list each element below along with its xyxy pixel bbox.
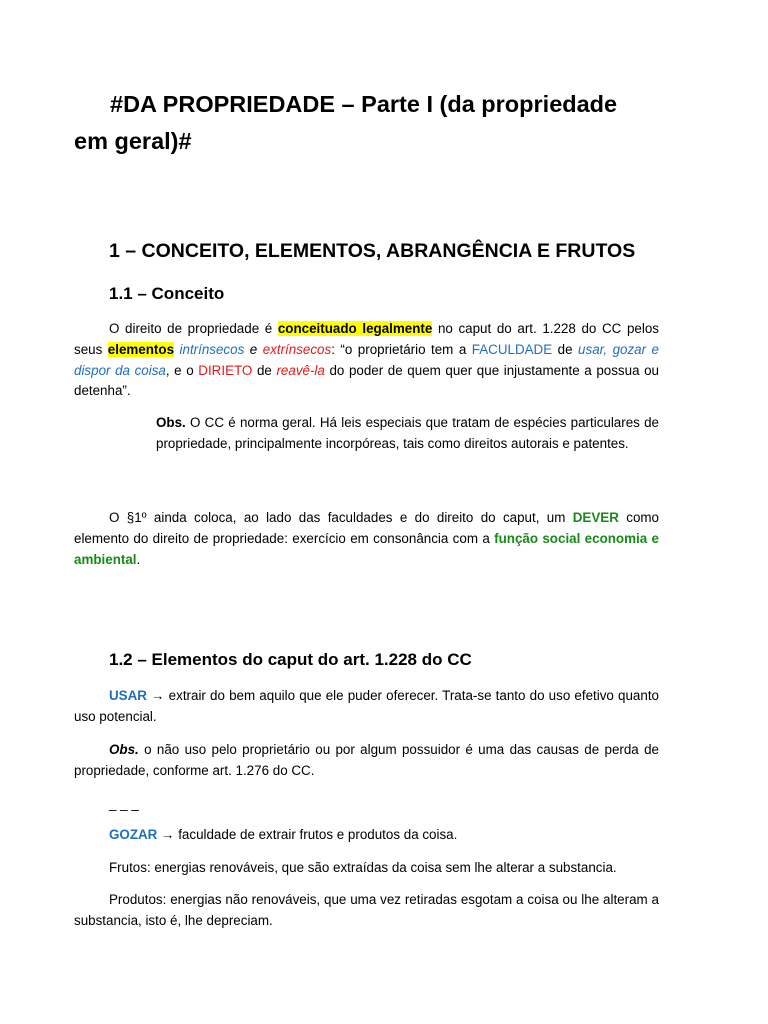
arrow-right-icon: → [157,827,179,842]
term-direito: DIRIETO [198,362,253,378]
obs-label: Obs. [156,415,186,430]
highlight-elementos: elementos [107,341,175,357]
term-intrinsecos: intrínsecos [179,341,245,357]
usar-paragraph: USAR → extrair do bem aquilo que ele puder oferecer. Trata-se tanto do uso efetivo quanto uso potencial. [74,688,659,724]
term-reave-la: reavê-la [276,362,325,378]
arrow-right-icon: → [146,688,169,703]
produtos-paragraph: Produtos: energias não renováveis, que uma vez retiradas esgotam a coisa ou lhe alteram a substancia, isto é, lhe depreciam. [74,892,659,928]
title-line-1: #DA PROPRIEDADE – Parte I (da propriedade [110,91,618,117]
dever-paragraph: O §1º ainda coloca, ao lado das faculdades e do direito do caput, um DEVER como elemento do direito de propriedade: exercício em consonância com a função social economia e ambiental. [74,510,659,567]
term-extrinsecos: extrínsecos [262,341,332,357]
obs-note-1: Obs. O CC é norma geral. Há leis especiais que tratam de espécies particulares de propriedade, principalmente incorpóreas, tais como direitos autorais e patentes. [156,415,659,451]
term-dever: DEVER [572,510,619,525]
title-line-2: em geral)# [74,128,192,154]
term-usar: USAR [109,688,147,703]
gozar-paragraph: GOZAR → faculdade de extrair frutos e produtos da coisa. [109,827,458,842]
term-usar-gozar-dispor: usar, gozar e dispor da coisa [74,341,660,378]
section-1-1-heading: 1.1 – Conceito [109,284,225,303]
highlight-conceituado: conceituado legalmente [277,321,433,336]
term-gozar: GOZAR [109,827,158,842]
separator: _ _ _ [109,796,139,811]
frutos-paragraph: Frutos: energias renováveis, que são extraídas da coisa sem lhe alterar a substancia. [109,860,617,875]
document-title [74,86,659,160]
obs-label: Obs. [109,742,139,757]
term-funcao-social: função social economia e ambiental [74,530,659,567]
section-1-heading: 1 – CONCEITO, ELEMENTOS, ABRANGÊNCIA E FRUTOS [109,240,636,262]
term-faculdade: FACULDADE [471,341,553,357]
section-1-2-heading: 1.2 – Elementos do caput do art. 1.228 do CC [109,650,472,669]
concept-paragraph: O direito de propriedade é conceituado legalmente no caput do art. 1.228 do CC pelos seus elementos intrínsecos e extrínsecos: “o proprietário tem a FACULDADE de usar, gozar e dispor da coisa, e o DIRIETO de reavê-la do poder de quem quer que injustamente a possua ou detenha”. [74,321,660,399]
obs-note-2: Obs. o não uso pelo proprietário ou por algum possuidor é uma das causas de perda de propriedade, conforme art. 1.276 do CC. [74,742,659,778]
